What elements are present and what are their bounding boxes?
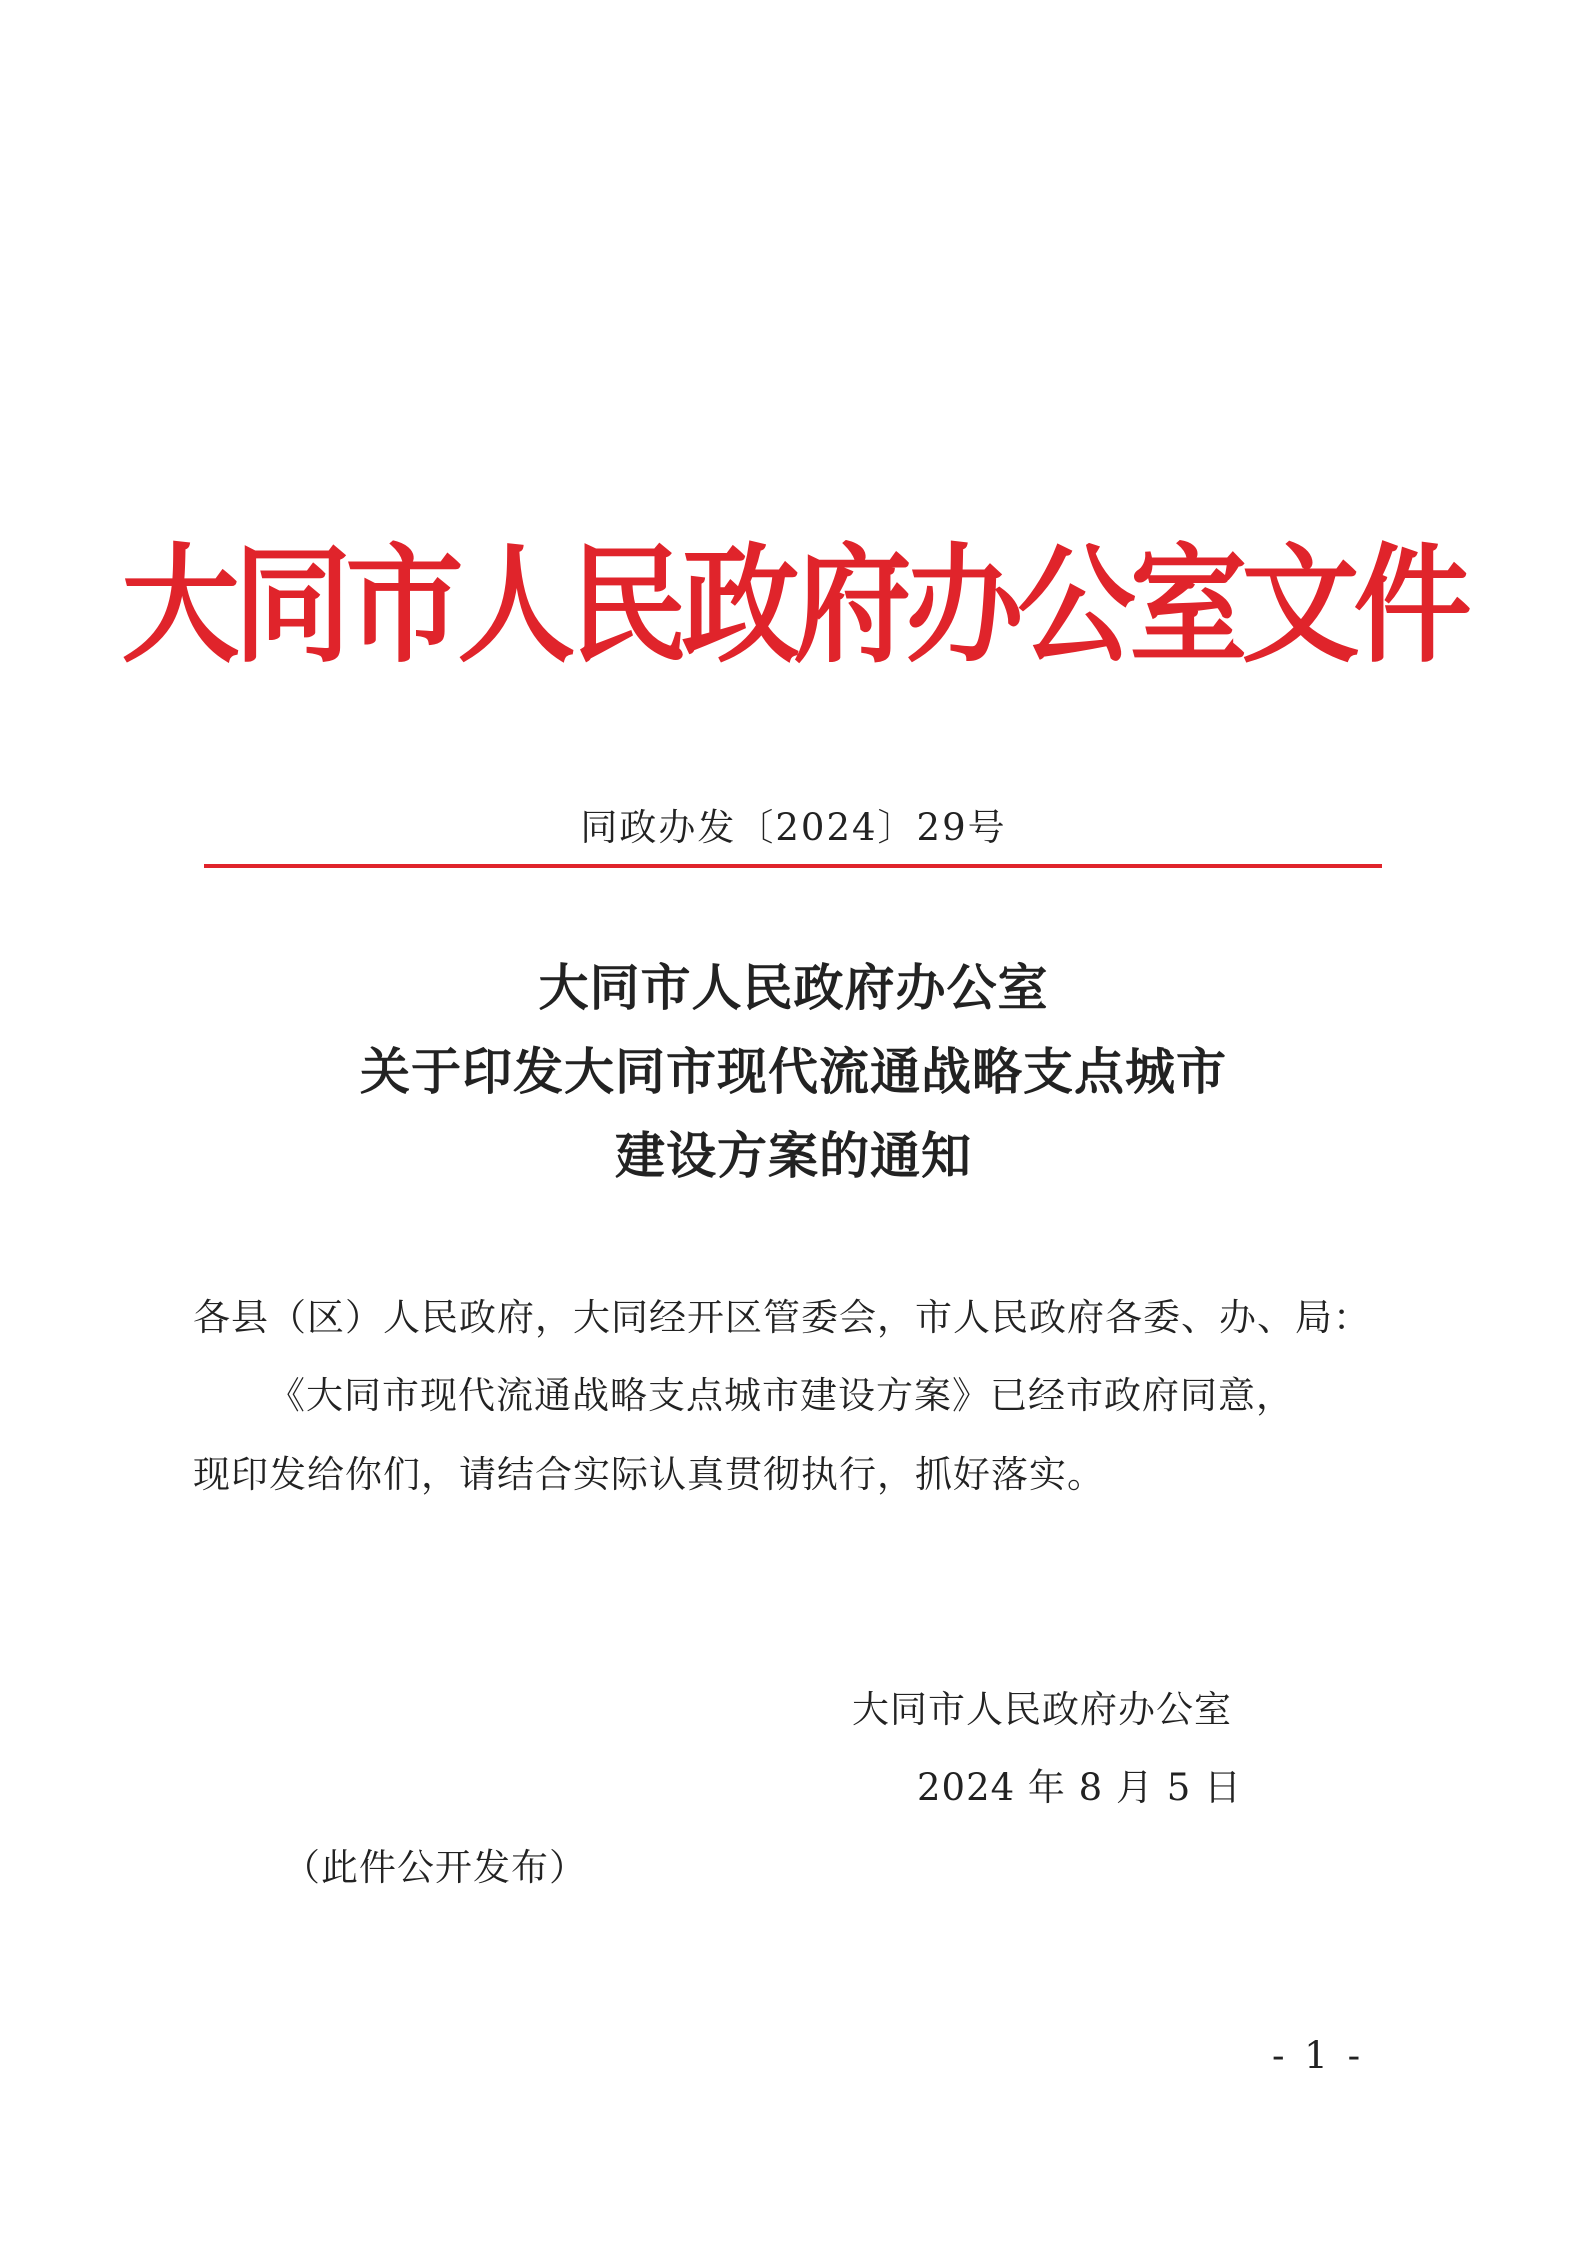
page-number: - 1 - [1272, 2034, 1365, 2077]
public-release-note: （此件公开发布） [283, 1846, 587, 1889]
issue-date: 2024 年 8 月 5 日 [917, 1766, 1243, 1809]
body-paragraph-line-1: 《大同市现代流通战略支点城市建设方案》已经市政府同意， [268, 1374, 1294, 1417]
document-title-line-1: 大同市人民政府办公室 [538, 958, 1049, 1017]
document-title-line-3: 建设方案的通知 [615, 1126, 972, 1185]
signer: 大同市人民政府办公室 [852, 1688, 1232, 1731]
salutation: 各县（区）人民政府，大同经开区管委会，市人民政府各委、办、局： [193, 1296, 1371, 1339]
red-divider-rule [204, 864, 1382, 868]
issuer-title: 大同市人民政府办公室文件 [121, 529, 1466, 680]
document-number: 同政办发〔2024〕29号 [580, 806, 1007, 849]
body-paragraph-line-2: 现印发给你们，请结合实际认真贯彻执行，抓好落实。 [193, 1453, 1105, 1496]
document-title-line-2: 关于印发大同市现代流通战略支点城市 [360, 1042, 1227, 1101]
